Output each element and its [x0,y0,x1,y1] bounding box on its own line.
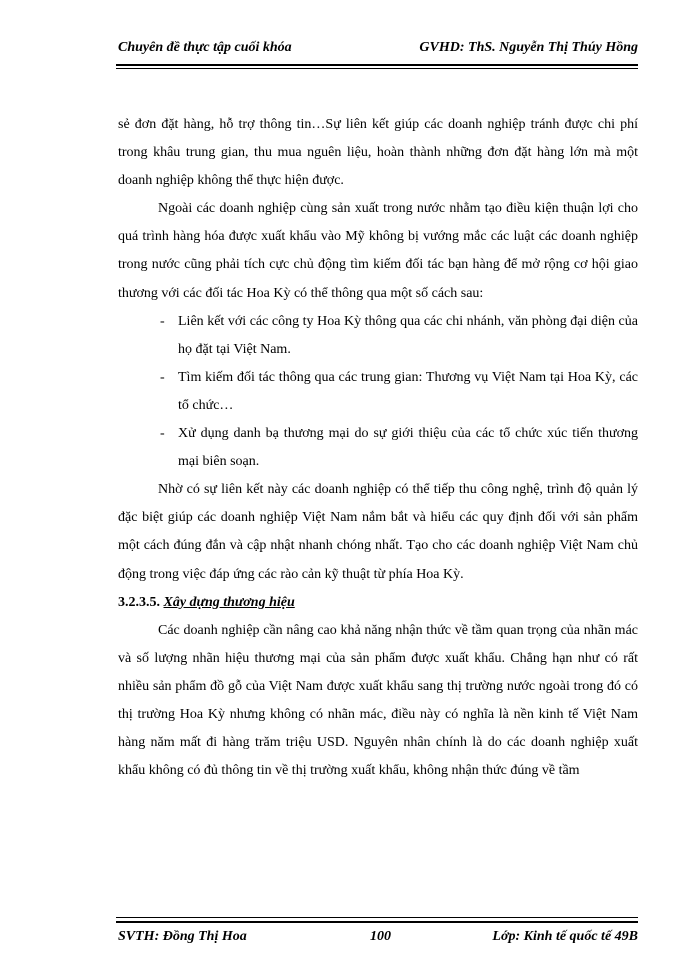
bullet-dash: - [160,426,165,442]
section-heading [118,589,638,617]
paragraph-partners: Ngoài các doanh nghiệp cùng sản xuất trong nước nhằm tạo điều kiện thuận lợi cho quá trình hàng hóa được xuất khẩu vào Mỹ không bị vướng mắc các luật các doanh nghiệp trong nước cũng phải tích cực chủ động tìm kiếm đối tác bạn hàng để mở rộng cơ hội giao thương với các đối tác Hoa Kỳ có thể thông qua một số cách sau: [118,201,638,301]
document-body [118,111,638,785]
footer-class: Lớp: Kinh tế quốc tế 49B [492,929,638,944]
bullet-text: Liên kết với các công ty Hoa Kỳ thông qua các chi nhánh, văn phòng đại diện của họ đặt tại Việt Nam. [178,313,638,357]
header-rule [116,64,638,66]
bullet-text: Tìm kiếm đối tác thông qua các trung gian: Thương vụ Việt Nam tại Hoa Kỳ, các tổ chức… [178,369,638,413]
section-title: Xây dựng thương hiệu [163,594,295,610]
paragraph-branding: Các doanh nghiệp cần nâng cao khả năng nhận thức về tầm quan trọng của nhãn mác và số lượng nhãn hiệu thương mại của sản phẩm được xuất khẩu. Chẳng hạn như có rất nhiều sản phẩm đồ gỗ của Việt Nam được xuất khẩu sang thị trường nước ngoài trong đó có thị trường Hoa Kỳ nhưng không có nhãn mác, điều này có nghĩa là nền kinh tế Việt Nam hàng năm mất đi hàng trăm triệu USD. Nguyên nhân chính là do các doanh nghiệp xuất khẩu không có đủ thông tin về thị trường xuất khẩu, không nhận thức đúng về tầm [118,622,638,779]
bullet-dash: - [160,369,165,385]
paragraph-benefits: Nhờ có sự liên kết này các doanh nghiệp có thể tiếp thu công nghệ, trình độ quản lý đặc biệt giúp các doanh nghiệp Việt Nam nắm bắt và hiểu các quy định đối với sản phẩm một cách đúng đắn và cập nhật nhanh chóng nhất. Tạo cho các doanh nghiệp Việt Nam chủ động trong việc đáp ứng các rào cản kỹ thuật từ phía Hoa Kỳ. [118,482,638,582]
bullet-item [118,364,638,420]
footer-rule-thin [116,917,638,918]
bullet-item [118,308,638,364]
page-number: 100 [370,929,391,944]
bullet-text: Xử dụng danh bạ thương mại do sự giới thiệu của các tổ chức xúc tiến thương mại biên soạn. [178,426,638,470]
paragraph-continuation: sẻ đơn đặt hàng, hỗ trợ thông tin…Sự liên kết giúp các doanh nghiệp tránh được chi phí trong khâu trung gian, thu mua nguên liệu, hoàn thành những đơn đặt hàng lớn mà một doanh nghiệp không thể thực hiện được. [118,117,638,189]
footer-student: SVTH: Đồng Thị Hoa [118,929,247,944]
header-rule-thin [116,68,638,69]
header-advisor: GVHD: ThS. Nguyễn Thị Thúy Hồng [419,40,638,55]
section-number: 3.2.3.5. [118,594,160,610]
header-course-title: Chuyên đề thực tập cuối khóa [118,40,292,55]
bullet-item [118,420,638,476]
bullet-dash: - [160,313,165,329]
footer-rule [116,921,638,923]
page-header [118,40,638,56]
